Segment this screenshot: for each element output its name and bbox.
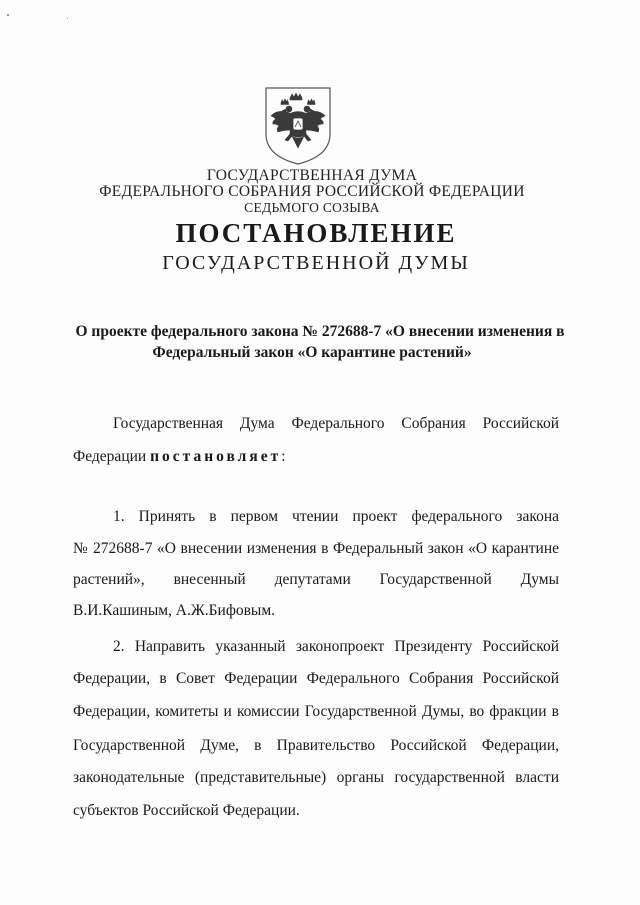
item2-line-6: субъектов Российской Федерации.: [73, 802, 300, 819]
preamble-line-2: [73, 448, 559, 466]
item1-line-3: растений», внесенный депутатами Государственной Думы: [73, 571, 559, 588]
preamble-line-1: Государственная Дума Федерального Собрания Российской: [113, 415, 559, 432]
item2-line-2: Федерации, в Совет Федерации Федерального Собрания Российской: [73, 670, 559, 687]
item1-line-2: № 272688-7 «О внесении изменения в Федеральный закон «О карантине: [73, 540, 559, 557]
document-title: ПОСТАНОВЛЕНИЕ: [175, 218, 457, 248]
item2-line-5: законодательные (представительные) органы государственной власти: [73, 769, 559, 786]
scan-speck: [67, 18, 68, 19]
item2-line-1: 2. Направить указанный законопроект Президенту Российской: [113, 638, 559, 655]
preamble-resolves: постановляет: [150, 448, 282, 465]
preamble-start: Федерации: [73, 448, 147, 465]
about-line-1: О проекте федерального закона № 272688-7 «О внесении изменения в: [75, 323, 565, 340]
scan-speck: [7, 14, 9, 16]
item1-line-1: 1. Принять в первом чтении проект федерального закона: [113, 508, 559, 525]
coat-of-arms-emblem: [262, 86, 334, 166]
header-duma: ГОСУДАРСТВЕННАЯ ДУМА: [206, 167, 418, 184]
document-subtitle: ГОСУДАРСТВЕННОЙ ДУМЫ: [162, 252, 470, 274]
about-line-2: Федеральный закон «О карантине растений»: [152, 344, 472, 361]
preamble-colon: :: [281, 448, 286, 465]
header-convocation: СЕДЬМОГО СОЗЫВА: [244, 200, 380, 215]
item2-line-4: Государственной Думе, в Правительство Российской Федерации,: [73, 737, 559, 754]
item1-line-4: В.И.Кашиным, А.Ж.Бифовым.: [73, 602, 276, 619]
item2-line-3: Федерации, комитеты и комиссии Государственной Думы, во фракции в: [73, 703, 559, 720]
header-federal-assembly: ФЕДЕРАЛЬНОГО СОБРАНИЯ РОССИЙСКОЙ ФЕДЕРАЦИИ: [99, 183, 525, 200]
